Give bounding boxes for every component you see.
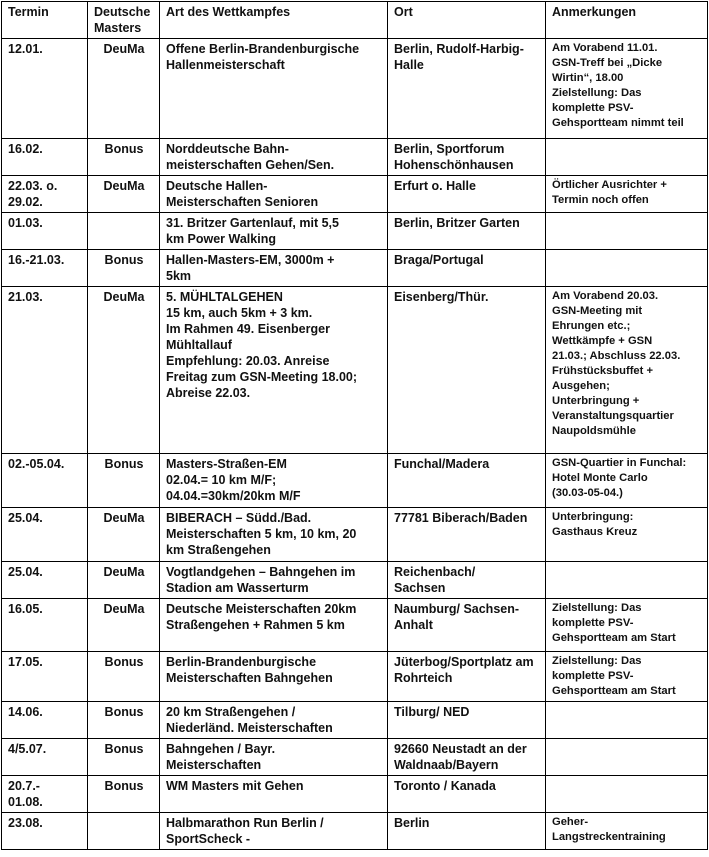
table-row — [2, 39, 708, 139]
termin-cell: 20.7.- 01.08. — [2, 776, 88, 813]
termin-cell: 4/5.07. — [2, 739, 88, 776]
art-cell: Vogtlandgehen – Bahngehen im Stadion am Wasserturm — [160, 562, 388, 599]
masters-cell: DeuMa — [88, 508, 160, 562]
masters-cell: Bonus — [88, 776, 160, 813]
ort-cell: Reichenbach/ Sachsen — [388, 562, 546, 599]
art-cell: Deutsche Meisterschaften 20km Straßengehen + Rahmen 5 km — [160, 599, 388, 652]
art-cell: BIBERACH – Südd./Bad. Meisterschaften 5 km, 10 km, 20 km Straßengehen — [160, 508, 388, 562]
ort-cell: Eisenberg/Thür. — [388, 287, 546, 454]
art-cell: 20 km Straßengehen / Niederländ. Meisterschaften — [160, 702, 388, 739]
ort-cell: Berlin — [388, 813, 546, 850]
art-cell: Deutsche Hallen- Meisterschaften Senioren — [160, 176, 388, 213]
masters-cell: DeuMa — [88, 39, 160, 139]
art-cell: Offene Berlin-Brandenburgische Hallenmeisterschaft — [160, 39, 388, 139]
header-termin: Termin — [2, 2, 88, 39]
termin-cell: 02.-05.04. — [2, 454, 88, 508]
ort-cell: Jüterbog/Sportplatz am Rohrteich — [388, 652, 546, 702]
art-cell: Norddeutsche Bahn- meisterschaften Gehen/Sen. — [160, 139, 388, 176]
art-cell: 5. MÜHLTALGEHEN 15 km, auch 5km + 3 km. Im Rahmen 49. Eisenberger Mühltallauf Empfehlung: 20.03. Anreise Freitag zum GSN-Meeting 18.00; Abreise 22.03. — [160, 287, 388, 454]
anmerkungen-cell: Örtlicher Ausrichter + Termin noch offen — [546, 176, 708, 213]
anmerkungen-cell: Am Vorabend 11.01. GSN-Treff bei „Dicke Wirtin“, 18.00 Zielstellung: Das komplette PSV- Gehsportteam nimmt teil — [546, 39, 708, 139]
table-row — [2, 739, 708, 776]
termin-cell: 16.05. — [2, 599, 88, 652]
masters-cell — [88, 213, 160, 250]
ort-cell: Berlin, Rudolf-Harbig- Halle — [388, 39, 546, 139]
ort-cell: 77781 Biberach/Baden — [388, 508, 546, 562]
header-row — [2, 2, 708, 39]
table-row — [2, 813, 708, 850]
ort-cell: Braga/Portugal — [388, 250, 546, 287]
table-row — [2, 599, 708, 652]
masters-cell — [88, 813, 160, 850]
art-cell: Bahngehen / Bayr. Meisterschaften — [160, 739, 388, 776]
termin-cell: 16.02. — [2, 139, 88, 176]
ort-cell: Berlin, Britzer Garten — [388, 213, 546, 250]
masters-cell: Bonus — [88, 702, 160, 739]
anmerkungen-cell — [546, 562, 708, 599]
termin-cell: 14.06. — [2, 702, 88, 739]
header-ort: Ort — [388, 2, 546, 39]
termin-cell: 16.-21.03. — [2, 250, 88, 287]
table-row — [2, 702, 708, 739]
anmerkungen-cell: Zielstellung: Das komplette PSV- Gehsportteam am Start — [546, 599, 708, 652]
ort-cell: Tilburg/ NED — [388, 702, 546, 739]
termin-cell: 22.03. o. 29.02. — [2, 176, 88, 213]
termin-cell: 21.03. — [2, 287, 88, 454]
table-row — [2, 139, 708, 176]
table-row — [2, 250, 708, 287]
masters-cell: Bonus — [88, 454, 160, 508]
masters-cell: DeuMa — [88, 176, 160, 213]
masters-cell: Bonus — [88, 250, 160, 287]
competition-schedule-table — [1, 1, 708, 850]
ort-cell: 92660 Neustadt an der Waldnaab/Bayern — [388, 739, 546, 776]
table-row — [2, 454, 708, 508]
termin-cell: 17.05. — [2, 652, 88, 702]
art-cell: 31. Britzer Gartenlauf, mit 5,5 km Power Walking — [160, 213, 388, 250]
anmerkungen-cell — [546, 213, 708, 250]
table-row — [2, 776, 708, 813]
masters-cell: DeuMa — [88, 287, 160, 454]
ort-cell: Naumburg/ Sachsen- Anhalt — [388, 599, 546, 652]
ort-cell: Funchal/Madera — [388, 454, 546, 508]
anmerkungen-cell — [546, 739, 708, 776]
art-cell: Hallen-Masters-EM, 3000m + 5km — [160, 250, 388, 287]
masters-cell: DeuMa — [88, 562, 160, 599]
art-cell: Halbmarathon Run Berlin / SportScheck - — [160, 813, 388, 850]
anmerkungen-cell: Zielstellung: Das komplette PSV- Gehsportteam am Start — [546, 652, 708, 702]
ort-cell: Berlin, Sportforum Hohenschönhausen — [388, 139, 546, 176]
anmerkungen-cell: Am Vorabend 20.03. GSN-Meeting mit Ehrungen etc.; Wettkämpfe + GSN 21.03.; Abschluss 22.03. Frühstücksbuffet + Ausgehen; Unterbringung + Veranstaltungsquartier Naupoldsmühle — [546, 287, 708, 454]
termin-cell: 12.01. — [2, 39, 88, 139]
art-cell: Masters-Straßen-EM 02.04.= 10 km M/F; 04.04.=30km/20km M/F — [160, 454, 388, 508]
table-row — [2, 287, 708, 454]
termin-cell: 01.03. — [2, 213, 88, 250]
table-row — [2, 562, 708, 599]
masters-cell: Bonus — [88, 139, 160, 176]
header-art-des-wettkampfes: Art des Wettkampfes — [160, 2, 388, 39]
termin-cell: 23.08. — [2, 813, 88, 850]
art-cell: WM Masters mit Gehen — [160, 776, 388, 813]
ort-cell: Erfurt o. Halle — [388, 176, 546, 213]
header-anmerkungen: Anmerkungen — [546, 2, 708, 39]
termin-cell: 25.04. — [2, 508, 88, 562]
header-deutsche-masters: Deutsche Masters — [88, 2, 160, 39]
anmerkungen-cell — [546, 776, 708, 813]
anmerkungen-cell — [546, 139, 708, 176]
anmerkungen-cell: Geher- Langstreckentraining — [546, 813, 708, 850]
anmerkungen-cell: GSN-Quartier in Funchal: Hotel Monte Carlo (30.03-05-04.) — [546, 454, 708, 508]
ort-cell: Toronto / Kanada — [388, 776, 546, 813]
masters-cell: Bonus — [88, 652, 160, 702]
anmerkungen-cell — [546, 702, 708, 739]
table-row — [2, 652, 708, 702]
table-row — [2, 213, 708, 250]
masters-cell: DeuMa — [88, 599, 160, 652]
art-cell: Berlin-Brandenburgische Meisterschaften Bahngehen — [160, 652, 388, 702]
anmerkungen-cell: Unterbringung: Gasthaus Kreuz — [546, 508, 708, 562]
anmerkungen-cell — [546, 250, 708, 287]
termin-cell: 25.04. — [2, 562, 88, 599]
masters-cell: Bonus — [88, 739, 160, 776]
table-row — [2, 176, 708, 213]
table-row — [2, 508, 708, 562]
